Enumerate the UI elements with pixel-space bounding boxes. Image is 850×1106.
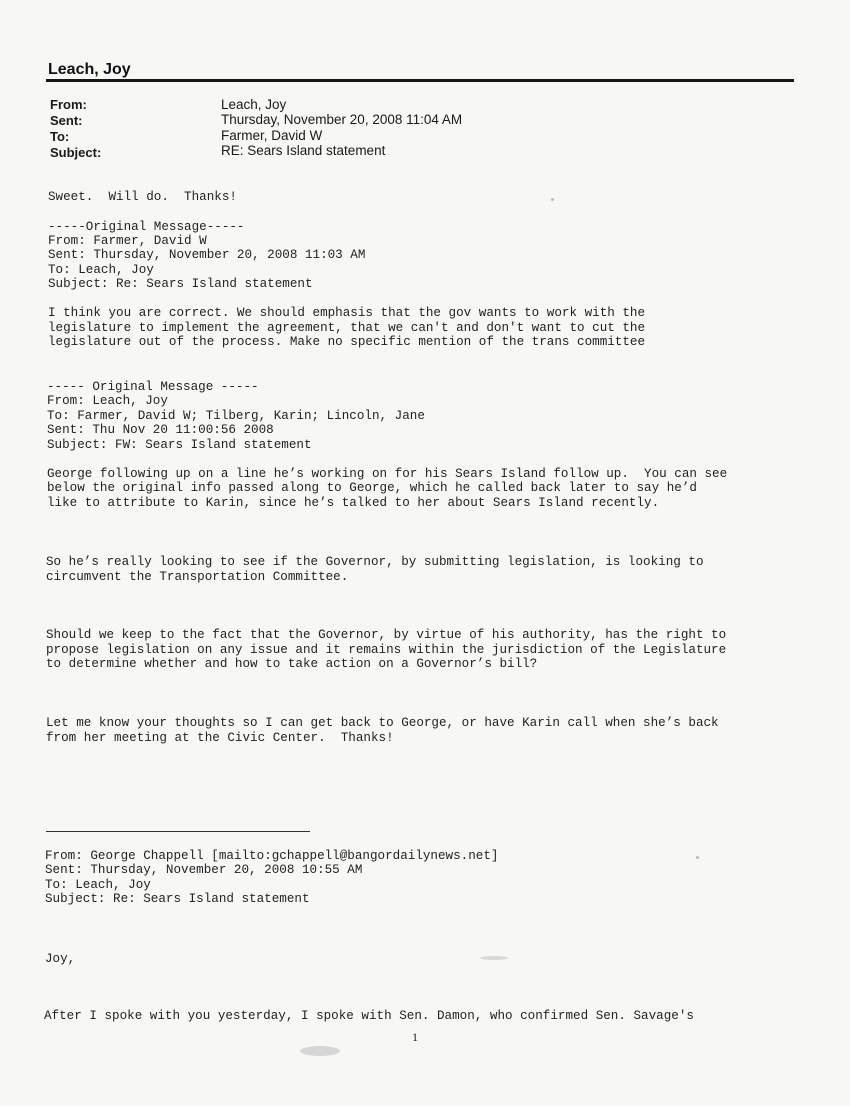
- orig1-to: To: Leach, Joy: [48, 263, 154, 277]
- orig1-subject: Subject: Re: Sears Island statement: [48, 277, 313, 291]
- document-title: Leach, Joy: [48, 61, 131, 78]
- orig2-para4-line: Let me know your thoughts so I can get back to George, or have Karin call when she’s back: [46, 716, 719, 730]
- subject-value: RE: Sears Island statement: [221, 143, 386, 158]
- orig1-body-line: legislature out of the process. Make no specific mention of the trans committee: [48, 335, 646, 349]
- orig2-divider: ----- Original Message -----: [47, 380, 259, 394]
- orig2-para1-line: like to attribute to Karin, since he’s talked to her about Sears Island recently.: [47, 496, 660, 510]
- scan-smudge: [480, 956, 508, 960]
- orig2-para2-line: So he’s really looking to see if the Governor, by submitting legislation, is looking to: [46, 555, 704, 569]
- orig3-from: From: George Chappell [mailto:gchappell@bangordailynews.net]: [45, 849, 499, 863]
- separator-line: [46, 831, 310, 832]
- sent-label: Sent:: [50, 113, 83, 128]
- scan-speck: [551, 198, 554, 201]
- subject-label: Subject:: [50, 145, 102, 160]
- orig2-subject: Subject: FW: Sears Island statement: [47, 438, 312, 452]
- page-number: 1: [412, 1030, 418, 1044]
- orig3-greeting: Joy,: [45, 952, 76, 966]
- orig1-from: From: Farmer, David W: [48, 234, 207, 248]
- orig1-body-line: legislature to implement the agreement, that we can't and don't want to cut the: [48, 321, 646, 335]
- orig3-to: To: Leach, Joy: [45, 878, 151, 892]
- title-rule: [46, 79, 794, 82]
- orig2-para3-line: to determine whether and how to take action on a Governor’s bill?: [46, 657, 538, 671]
- orig3-sent: Sent: Thursday, November 20, 2008 10:55 AM: [45, 863, 363, 877]
- orig2-sent: Sent: Thu Nov 20 11:00:56 2008: [47, 423, 274, 437]
- to-label: To:: [50, 129, 70, 144]
- orig1-sent: Sent: Thursday, November 20, 2008 11:03 AM: [48, 248, 366, 262]
- orig2-to: To: Farmer, David W; Tilberg, Karin; Lincoln, Jane: [47, 409, 425, 423]
- scan-smudge: [300, 1046, 340, 1056]
- scan-speck: [696, 856, 699, 859]
- orig1-divider: -----Original Message-----: [48, 220, 245, 234]
- orig3-body-line: After I spoke with you yesterday, I spoke with Sen. Damon, who confirmed Sen. Savage's: [44, 1009, 694, 1023]
- from-value: Leach, Joy: [221, 97, 287, 112]
- orig2-para1-line: below the original info passed along to George, which he called back later to say he’d: [47, 481, 697, 495]
- orig2-para4-line: from her meeting at the Civic Center. Thanks!: [46, 731, 394, 745]
- orig2-para1-line: George following up on a line he’s working on for his Sears Island follow up. You can see: [47, 467, 728, 481]
- reply-text: Sweet. Will do. Thanks!: [48, 190, 237, 204]
- orig2-from: From: Leach, Joy: [47, 394, 168, 408]
- from-label: From:: [50, 97, 87, 112]
- orig2-para2-line: circumvent the Transportation Committee.: [46, 570, 349, 584]
- orig3-subject: Subject: Re: Sears Island statement: [45, 892, 310, 906]
- to-value: Farmer, David W: [221, 128, 323, 143]
- sent-value: Thursday, November 20, 2008 11:04 AM: [221, 112, 463, 127]
- orig2-para3-line: Should we keep to the fact that the Governor, by virtue of his authority, has the right to: [46, 628, 727, 642]
- orig2-para3-line: propose legislation on any issue and it remains within the jurisdiction of the Legislature: [46, 643, 727, 657]
- orig1-body-line: I think you are correct. We should emphasis that the gov wants to work with the: [48, 306, 646, 320]
